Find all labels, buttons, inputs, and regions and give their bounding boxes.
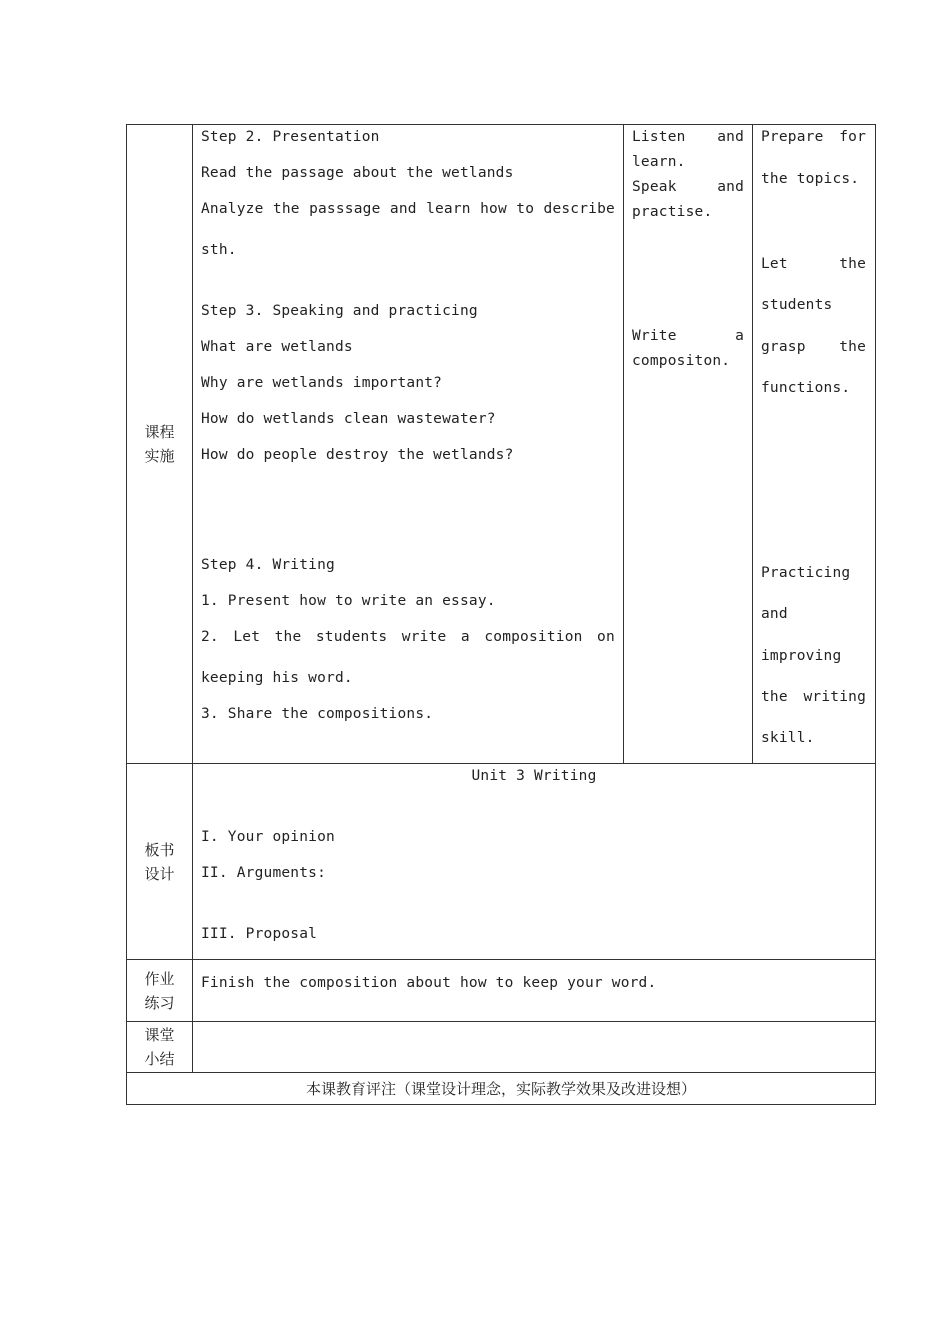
lesson-plan-sheet [126,124,875,1105]
step3-question4: How do people destroy the wetlands? [201,447,514,463]
board-item3: III. Proposal [201,926,318,942]
step4-item1: 1. Present how to write an essay. [201,593,496,609]
step3-title: Step 3. Speaking and practicing [201,303,478,319]
implementation-label [127,125,193,764]
implementation-label-line1: 课程 [144,423,175,441]
purpose-line11: skill. [761,730,815,746]
purpose-line3: Let the [761,256,866,272]
homework-cell [193,960,876,1022]
board-item2: II. Arguments: [201,865,327,881]
step2-line2-cont: sth. [201,242,237,258]
homework-label [127,960,193,1022]
step4-item2-cont: keeping his word. [201,670,353,686]
step3-question3: How do wetlands clean wastewater? [201,411,496,427]
summary-row [127,1022,876,1073]
purpose-line5: grasp the [761,339,866,355]
board-item1: I. Your opinion [201,829,335,845]
board-design-label [127,764,193,960]
student-line2: learn. [632,154,686,170]
step4-item2: 2. Let the students write a composition on [201,629,615,645]
design-purpose-cell [753,125,876,764]
footer-row [127,1073,876,1105]
implementation-row [127,125,876,764]
purpose-line10: the writing [761,689,866,705]
purpose-line6: functions. [761,380,851,396]
step4-item3: 3. Share the compositions. [201,706,434,722]
purpose-line9: improving [761,648,842,664]
summary-label-line1: 课堂 [144,1026,175,1044]
summary-cell [193,1022,876,1073]
step3-question2: Why are wetlands important? [201,375,443,391]
homework-text: Finish the composition about how to keep your word. [201,975,657,991]
purpose-line4: students [761,297,833,313]
homework-label-line2: 练习 [144,993,175,1012]
purpose-line7: Practicing [761,565,851,581]
homework-label-line1: 作业 [144,969,175,988]
step3-question1: What are wetlands [201,339,353,355]
summary-label-line2: 小结 [144,1050,175,1068]
homework-row [127,960,876,1022]
purpose-line2: the topics. [761,171,860,187]
board-design-cell [193,764,876,960]
purpose-line1: Prepare for [761,129,866,145]
evaluation-note: 本课教育评注（课堂设计理念，实际教学效果及改进设想） [127,1073,876,1105]
board-label-line1: 板书 [144,840,175,859]
student-line4: practise. [632,204,713,220]
student-line1: Listen and [632,129,744,145]
purpose-line8: and [761,606,788,622]
board-title: Unit 3 Writing [471,768,597,784]
step2-title: Step 2. Presentation [201,129,380,145]
summary-label [127,1022,193,1073]
student-line3: Speak and [632,179,744,195]
student-line6: compositon. [632,353,731,369]
step4-title: Step 4. Writing [201,557,335,573]
implementation-label-line2: 实施 [144,447,175,465]
step2-line2: Analyze the passsage and learn how to describe [201,201,615,217]
lesson-plan-table [126,124,876,1105]
teaching-content-cell [193,125,624,764]
student-activity-cell [624,125,753,764]
board-label-line2: 设计 [144,864,175,883]
board-design-row [127,764,876,960]
student-line5: Write a [632,328,744,344]
step2-line1: Read the passage about the wetlands [201,165,514,181]
